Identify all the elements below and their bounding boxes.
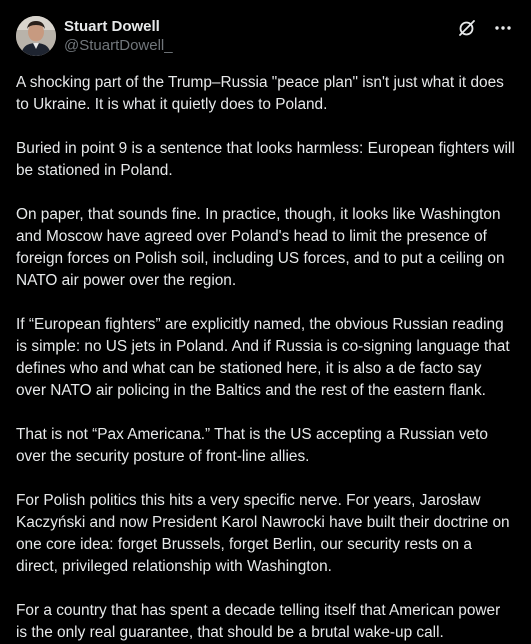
tweet-paragraph: For a country that has spent a decade telling itself that American power is the only real guarantee, that should be a brutal wake-up call. [16,602,501,641]
avatar-image [16,16,56,56]
author-handle[interactable]: @StuartDowell_ [64,37,173,54]
author-names [64,14,173,55]
tweet-body [16,72,515,644]
tweet-paragraph: Buried in point 9 is a sentence that looks harmless: European fighters will be stationed in Poland. [16,140,515,179]
tweet-paragraph: On paper, that sounds fine. In practice, though, it looks like Washington and Moscow have agreed over Poland's head to limit the presence of foreign forces on Polish soil, including US forces, and to put a ceiling on NATO air power over the region. [16,206,505,289]
header-actions [455,16,515,40]
tweet-paragraph: That is not “Pax Americana.” That is the US accepting a Russian veto over the security posture of front-line allies. [16,426,488,465]
grok-icon[interactable] [455,16,479,40]
avatar[interactable] [16,16,56,56]
tweet-paragraph: If “European fighters” are explicitly named, the obvious Russian reading is simple: no US jets in Poland. And if Russia is co-signing language that defines who and what can be stationed here, it is also a de facto say over NATO air policing in the Baltics and the rest of the eastern flank. [16,316,510,399]
author-display-name[interactable]: Stuart Dowell [64,18,160,35]
tweet-paragraph: A shocking part of the Trump–Russia "peace plan" isn't just what it does to Ukraine. It is what it quietly does to Poland. [16,74,504,113]
more-options-icon[interactable] [491,16,515,40]
tweet-header [16,14,515,60]
tweet-paragraph: For Polish politics this hits a very specific nerve. For years, Jarosław Kaczyński and now President Karol Nawrocki have built their doctrine on one core idea: forget Brussels, forget Berlin, our security rests on a direct, privileged relationship with Washington. [16,492,510,575]
